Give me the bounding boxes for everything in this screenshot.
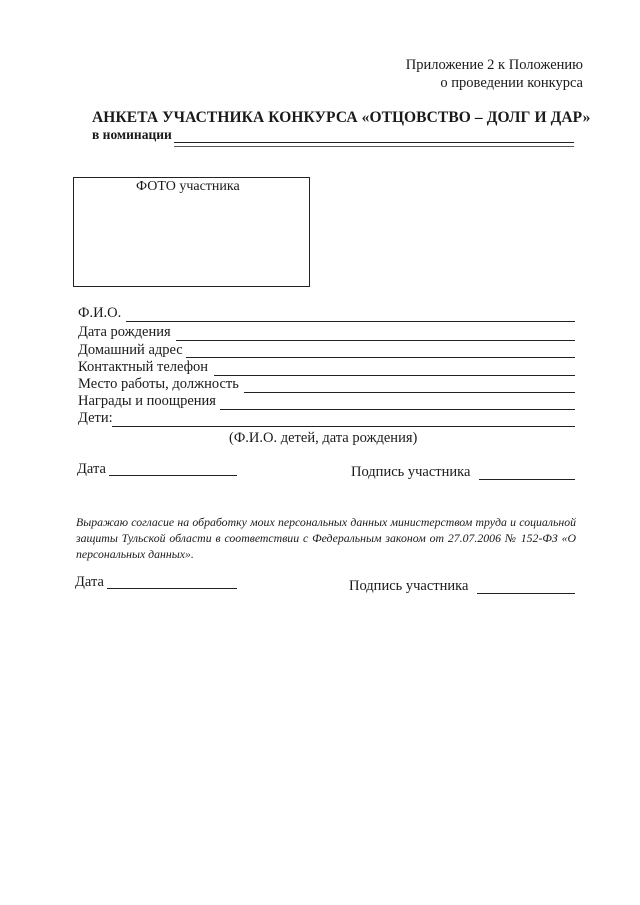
awards-fill-line[interactable]	[220, 409, 575, 410]
nomination-underline	[174, 146, 574, 147]
signature-fill-line-2[interactable]	[477, 593, 575, 594]
signature-label-2: Подпись участника	[349, 578, 469, 594]
fio-label: Ф.И.О.	[78, 305, 122, 321]
work-fill-line[interactable]	[244, 392, 575, 393]
consent-text: Выражаю согласие на обработку моих персональных данных министерством труда и социальной защиты Тульской области в соответствии с Федеральным законом от 27.07.2006 № 152-ФЗ «О персональных данных».	[76, 515, 576, 561]
nomination-label: в номинации	[92, 127, 172, 142]
phone-label: Контактный телефон	[78, 359, 209, 375]
date-label-1: Дата	[77, 461, 106, 477]
signature-fill-line-1[interactable]	[479, 479, 575, 480]
awards-label: Награды и поощрения	[78, 393, 216, 409]
photo-box[interactable]	[73, 177, 310, 287]
children-hint: (Ф.И.О. детей, дата рождения)	[229, 430, 418, 446]
date-fill-line-1[interactable]	[109, 475, 237, 476]
home-address-fill-line[interactable]	[186, 357, 575, 358]
nomination-fill-line[interactable]	[174, 142, 574, 143]
home-address-label: Домашний адрес	[78, 342, 183, 358]
appendix-line-1: Приложение 2 к Положению	[405, 57, 583, 73]
children-fill-line[interactable]	[112, 426, 575, 427]
date-label-2: Дата	[75, 574, 104, 590]
work-label: Место работы, должность	[78, 376, 239, 392]
signature-label-1: Подпись участника	[351, 464, 471, 480]
phone-fill-line[interactable]	[214, 375, 575, 376]
birth-date-label: Дата рождения	[78, 324, 171, 340]
fio-fill-line[interactable]	[126, 321, 575, 322]
birth-date-fill-line[interactable]	[176, 340, 575, 341]
children-label: Дети:	[78, 410, 113, 426]
photo-label: ФОТО участника	[136, 179, 240, 194]
form-title: АНКЕТА УЧАСТНИКА КОНКУРСА «ОТЦОВСТВО – ДОЛГ И ДАР»	[92, 109, 591, 126]
appendix-line-2: о проведении конкурса	[440, 75, 583, 91]
date-fill-line-2[interactable]	[107, 588, 237, 589]
